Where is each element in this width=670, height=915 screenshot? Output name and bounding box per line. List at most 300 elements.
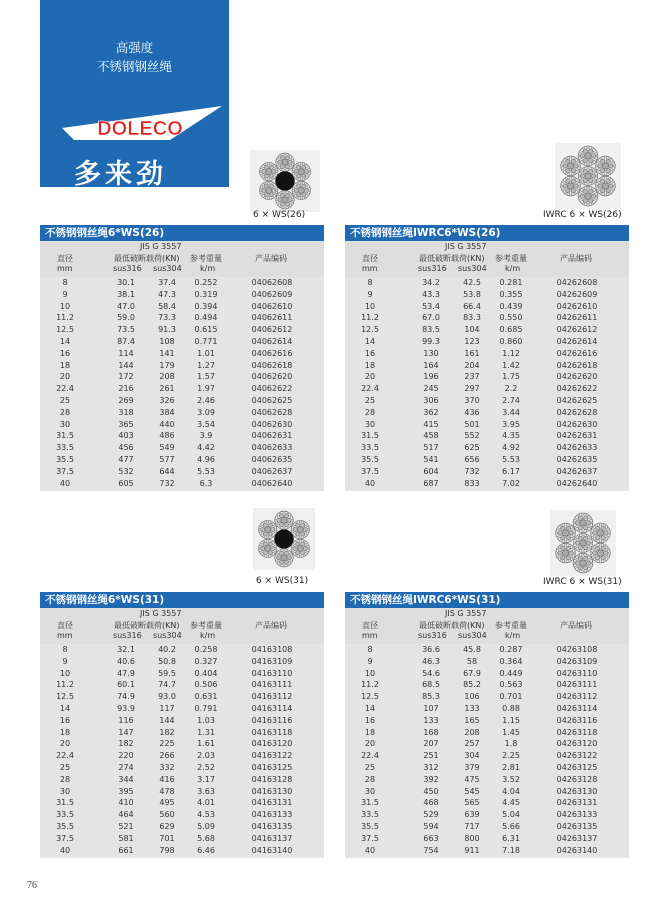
table-title: 不锈钢钢丝绳6*WS(31) (40, 592, 324, 608)
table-row (40, 301, 324, 313)
cell-weight: 0.563 (499, 680, 523, 690)
table-row (345, 289, 629, 301)
table-row (40, 738, 324, 750)
cell-code: 04163114 (251, 703, 293, 713)
cell-diameter: 14 (364, 336, 376, 346)
table-row (345, 809, 629, 821)
cell-code: 04262614 (556, 336, 598, 346)
cell-sus304: 50.8 (158, 656, 176, 666)
cell-diameter: 35.5 (361, 821, 379, 831)
cell-diameter: 25 (364, 762, 376, 772)
cell-diameter: 12.5 (56, 692, 74, 702)
cell-sus316: 458 (423, 431, 439, 441)
table-row (345, 442, 629, 454)
cell-diameter: 9 (62, 289, 68, 299)
cell-weight: 0.701 (499, 692, 523, 702)
cell-sus316: 529 (423, 810, 439, 820)
cell-code: 04163125 (251, 762, 293, 772)
cell-sus316: 754 (423, 845, 439, 855)
cell-sus316: 216 (118, 384, 134, 394)
standard-label: JIS G 3557 (140, 242, 182, 251)
cell-diameter: 10 (364, 668, 376, 678)
cell-sus304: 165 (464, 715, 480, 725)
cell-code: 04062630 (251, 419, 293, 429)
col-code: 产品编码 (255, 254, 287, 263)
table-row (345, 466, 629, 478)
table-row (40, 371, 324, 383)
cell-sus316: 73.5 (117, 325, 135, 335)
cell-sus316: 306 (423, 395, 439, 405)
cell-sus316: 59.0 (117, 313, 135, 323)
table-row (40, 656, 324, 668)
cell-code: 04263133 (556, 810, 598, 820)
standard-label: JIS G 3557 (445, 609, 487, 618)
table-row (345, 679, 629, 691)
cell-sus304: 475 (464, 774, 480, 784)
cell-sus304: 204 (464, 360, 480, 370)
cell-sus304: 501 (464, 419, 480, 429)
cell-sus316: 107 (423, 703, 439, 713)
cell-weight: 0.439 (499, 301, 523, 311)
cell-sus316: 54.6 (422, 668, 440, 678)
cell-sus304: 800 (464, 833, 480, 843)
cell-sus304: 440 (159, 419, 175, 429)
cell-sus316: 36.6 (422, 645, 440, 654)
cell-weight: 0.287 (499, 645, 523, 654)
cell-sus304: 85.2 (463, 680, 481, 690)
cell-code: 04062609 (251, 289, 293, 299)
cell-diameter: 30 (364, 786, 376, 796)
cell-sus316: 403 (118, 431, 134, 441)
cell-code: 04263108 (556, 645, 598, 654)
cell-weight: 0.771 (194, 336, 218, 346)
cell-sus316: 168 (423, 727, 439, 737)
cell-diameter: 22.4 (56, 384, 74, 394)
col-weight-unit: k/m (505, 631, 521, 640)
brand-title (40, 38, 229, 76)
cell-weight: 1.12 (502, 348, 520, 358)
cell-diameter: 37.5 (56, 833, 74, 843)
cell-code: 04163109 (251, 656, 293, 666)
cell-weight: 3.09 (197, 407, 215, 417)
cell-sus304: 701 (159, 833, 175, 843)
cell-diameter: 35.5 (56, 821, 74, 831)
cell-sus304: 639 (464, 810, 480, 820)
table-row (345, 668, 629, 680)
cell-diameter: 14 (364, 703, 376, 713)
cell-diameter: 11.2 (56, 680, 74, 690)
cell-sus316: 365 (118, 419, 134, 429)
cell-diameter: 33.5 (361, 443, 379, 453)
table-row (345, 478, 629, 490)
table-row (40, 277, 324, 289)
cell-sus316: 532 (118, 466, 134, 476)
cell-sus304: 370 (464, 395, 480, 405)
cell-weight: 1.75 (502, 372, 520, 382)
col-breaking-load: 最低破断载荷(KN) (419, 254, 485, 263)
cell-diameter: 20 (59, 372, 71, 382)
table-row (40, 786, 324, 798)
cell-diameter: 16 (364, 715, 376, 725)
brand-name-cn: 多来劲 (74, 159, 167, 190)
cell-code: 04163108 (251, 645, 293, 654)
cell-sus304: 141 (159, 348, 175, 358)
col-sus304: sus304 (153, 631, 182, 640)
cell-weight: 2.81 (502, 762, 520, 772)
cell-diameter: 25 (59, 762, 71, 772)
cell-code: 04262633 (556, 443, 598, 453)
table-body (345, 644, 629, 858)
table-row (40, 668, 324, 680)
cell-sus316: 517 (423, 443, 439, 453)
cell-sus304: 66.4 (463, 301, 481, 311)
cell-weight: 1.97 (197, 384, 215, 394)
col-weight: 参考重量 (190, 621, 222, 630)
table-row (345, 738, 629, 750)
cell-diameter: 40 (59, 845, 71, 855)
cell-weight: 1.01 (197, 348, 215, 358)
table-row (345, 383, 629, 395)
table-row (40, 809, 324, 821)
cell-sus304: 59.5 (158, 668, 176, 678)
page-number: 76 (27, 880, 37, 891)
cell-sus316: 43.3 (422, 289, 440, 299)
col-code: 产品编码 (560, 254, 592, 263)
cell-code: 04163110 (251, 668, 293, 678)
cell-diameter: 33.5 (361, 810, 379, 820)
table-row (345, 691, 629, 703)
cell-sus316: 604 (423, 466, 439, 476)
cell-sus304: 326 (159, 395, 175, 405)
cell-sus316: 392 (423, 774, 439, 784)
cell-code: 04262608 (556, 278, 598, 287)
logo-text: DOLECO (97, 118, 183, 140)
cell-sus316: 68.5 (422, 680, 440, 690)
table-row (40, 454, 324, 466)
rope-cross-section-6ws26-image (250, 150, 320, 212)
cell-sus304: 549 (159, 443, 175, 453)
cell-code: 04263137 (556, 833, 598, 843)
standard-label: JIS G 3557 (445, 242, 487, 251)
cell-code: 04263125 (556, 762, 598, 772)
cell-weight: 2.2 (504, 384, 518, 394)
cell-sus304: 257 (464, 739, 480, 749)
cell-code: 04163118 (251, 727, 293, 737)
cell-sus316: 541 (423, 454, 439, 464)
cell-sus304: 261 (159, 384, 175, 394)
cell-weight: 4.01 (197, 798, 215, 808)
cell-sus316: 83.5 (422, 325, 440, 335)
table-row (40, 821, 324, 833)
cell-sus316: 116 (118, 715, 134, 725)
cell-sus316: 67.0 (422, 313, 440, 323)
cell-sus316: 521 (118, 821, 134, 831)
col-sus316: sus316 (418, 264, 447, 273)
cell-sus316: 99.3 (422, 336, 440, 346)
cell-weight: 6.3 (199, 478, 213, 488)
cell-weight: 3.54 (197, 419, 215, 429)
table-row (40, 430, 324, 442)
table-row (40, 715, 324, 727)
cell-sus304: 545 (464, 786, 480, 796)
cell-weight: 1.57 (197, 372, 215, 382)
table-row (40, 833, 324, 845)
cell-weight: 0.364 (499, 656, 523, 666)
cell-code: 04262611 (556, 313, 598, 323)
cell-sus304: 104 (464, 325, 480, 335)
cell-sus316: 40.6 (117, 656, 135, 666)
col-code: 产品编码 (560, 621, 592, 630)
cell-code: 04263112 (556, 692, 598, 702)
cell-diameter: 12.5 (56, 325, 74, 335)
cell-sus316: 207 (423, 739, 439, 749)
cell-code: 04062614 (251, 336, 293, 346)
cell-diameter: 10 (59, 668, 71, 678)
cell-code: 04262620 (556, 372, 598, 382)
cell-weight: 7.02 (502, 478, 520, 488)
table-row (345, 644, 629, 656)
cell-weight: 6.31 (502, 833, 520, 843)
cell-diameter: 31.5 (361, 431, 379, 441)
cell-weight: 4.04 (502, 786, 520, 796)
cell-sus316: 312 (423, 762, 439, 772)
cell-code: 04263140 (556, 845, 598, 855)
cell-sus304: 225 (159, 739, 175, 749)
cell-diameter: 16 (59, 348, 71, 358)
cell-code: 04263111 (556, 680, 598, 690)
table-row (345, 454, 629, 466)
cell-weight: 0.252 (194, 278, 218, 287)
cell-sus304: 732 (159, 478, 175, 488)
cell-weight: 1.45 (502, 727, 520, 737)
cell-weight: 4.45 (502, 798, 520, 808)
table-row (40, 419, 324, 431)
cell-sus316: 60.1 (117, 680, 135, 690)
cell-weight: 0.791 (194, 703, 218, 713)
table-row (345, 360, 629, 372)
cell-code: 04263135 (556, 821, 598, 831)
cell-code: 04263128 (556, 774, 598, 784)
cell-diameter: 28 (59, 774, 71, 784)
cell-sus304: 144 (159, 715, 175, 725)
cell-code: 04163112 (251, 692, 293, 702)
cell-weight: 4.53 (197, 810, 215, 820)
cell-diameter: 30 (364, 419, 376, 429)
table-row (345, 656, 629, 668)
table-body (345, 277, 629, 491)
cell-sus316: 87.4 (117, 336, 135, 346)
cell-code: 04262612 (556, 325, 598, 335)
table-row (345, 301, 629, 313)
cell-sus304: 237 (464, 372, 480, 382)
cell-diameter: 22.4 (361, 751, 379, 761)
spec-table-6ws31 (40, 592, 324, 858)
cell-sus304: 304 (464, 751, 480, 761)
cell-sus304: 208 (464, 727, 480, 737)
cell-sus316: 344 (118, 774, 134, 784)
brand-block (40, 0, 229, 190)
cell-weight: 3.9 (199, 431, 213, 441)
cell-sus316: 53.4 (422, 301, 440, 311)
table-row (40, 383, 324, 395)
cell-weight: 2.03 (197, 751, 215, 761)
rope-caption-iwrc6ws26: IWRC 6 × WS(26) (543, 210, 622, 220)
table-row (345, 419, 629, 431)
cell-weight: 3.63 (197, 786, 215, 796)
cell-sus304: 123 (464, 336, 480, 346)
column-header (345, 241, 629, 277)
cell-sus316: 46.3 (422, 656, 440, 666)
cell-weight: 0.404 (194, 668, 218, 678)
table-row (40, 289, 324, 301)
table-row (345, 703, 629, 715)
cell-code: 04262635 (556, 454, 598, 464)
col-weight: 参考重量 (495, 254, 527, 263)
table-row (40, 644, 324, 656)
rope-cross-section-iwrc6ws26-image (555, 143, 621, 209)
cell-code: 04163130 (251, 786, 293, 796)
cell-weight: 1.42 (502, 360, 520, 370)
cell-sus304: 911 (464, 845, 480, 855)
cell-diameter: 9 (367, 289, 373, 299)
cell-diameter: 18 (364, 727, 376, 737)
cell-weight: 1.61 (197, 739, 215, 749)
table-row (40, 360, 324, 372)
cell-code: 04262640 (556, 478, 598, 488)
cell-weight: 0.327 (194, 656, 218, 666)
cell-sus316: 269 (118, 395, 134, 405)
cell-sus304: 436 (464, 407, 480, 417)
cell-diameter: 8 (367, 645, 373, 654)
cell-sus316: 196 (423, 372, 439, 382)
table-row (345, 371, 629, 383)
table-row (40, 324, 324, 336)
cell-weight: 6.46 (197, 845, 215, 855)
cell-sus304: 58 (466, 656, 478, 666)
cell-code: 04163137 (251, 833, 293, 843)
cell-code: 04263116 (556, 715, 598, 725)
col-sus304: sus304 (153, 264, 182, 273)
cell-code: 04263122 (556, 751, 598, 761)
cell-sus304: 37.4 (158, 278, 176, 287)
cell-weight: 0.449 (499, 668, 523, 678)
cell-sus304: 208 (159, 372, 175, 382)
cell-weight: 6.17 (502, 466, 520, 476)
cell-weight: 0.615 (194, 325, 218, 335)
cell-sus316: 85.3 (422, 692, 440, 702)
cell-code: 04263109 (556, 656, 598, 666)
cell-code: 04062640 (251, 478, 293, 488)
col-weight-unit: k/m (200, 631, 216, 640)
cell-diameter: 25 (364, 395, 376, 405)
cell-sus316: 220 (118, 751, 134, 761)
cell-weight: 1.27 (197, 360, 215, 370)
cell-sus304: 560 (159, 810, 175, 820)
cell-code: 04062611 (251, 313, 293, 323)
table-row (40, 442, 324, 454)
cell-code: 04163131 (251, 798, 293, 808)
cell-weight: 0.494 (194, 313, 218, 323)
table-row (40, 797, 324, 809)
cell-diameter: 37.5 (361, 833, 379, 843)
cell-diameter: 35.5 (361, 454, 379, 464)
cell-sus304: 384 (159, 407, 175, 417)
cell-sus304: 117 (159, 703, 175, 713)
cell-sus316: 114 (118, 348, 134, 358)
cell-weight: 2.74 (502, 395, 520, 405)
cell-sus316: 663 (423, 833, 439, 843)
cell-sus304: 732 (464, 466, 480, 476)
cell-diameter: 8 (62, 645, 68, 654)
cell-diameter: 33.5 (56, 443, 74, 453)
cell-sus316: 410 (118, 798, 134, 808)
cell-code: 04062637 (251, 466, 293, 476)
table-row (40, 762, 324, 774)
cell-code: 04163133 (251, 810, 293, 820)
col-weight-unit: k/m (505, 264, 521, 273)
cell-weight: 0.319 (194, 289, 218, 299)
cell-sus304: 182 (159, 727, 175, 737)
cell-sus316: 144 (118, 360, 134, 370)
cell-weight: 1.31 (197, 727, 215, 737)
cell-sus316: 687 (423, 478, 439, 488)
cell-weight: 0.631 (194, 692, 218, 702)
table-row (40, 407, 324, 419)
cell-sus316: 464 (118, 810, 134, 820)
cell-weight: 3.52 (502, 774, 520, 784)
cell-sus316: 468 (423, 798, 439, 808)
table-row (345, 430, 629, 442)
col-breaking-load: 最低破断载荷(KN) (114, 621, 180, 630)
cell-sus304: 297 (464, 384, 480, 394)
cell-weight: 4.96 (197, 454, 215, 464)
cell-sus304: 58.4 (158, 301, 176, 311)
cell-weight: 5.66 (502, 821, 520, 831)
cell-sus304: 47.3 (158, 289, 176, 299)
cell-code: 04163116 (251, 715, 293, 725)
cell-sus304: 40.2 (158, 645, 176, 654)
cell-diameter: 33.5 (56, 810, 74, 820)
col-weight: 参考重量 (190, 254, 222, 263)
cell-code: 04262631 (556, 431, 598, 441)
table-row (345, 786, 629, 798)
cell-weight: 1.8 (504, 739, 518, 749)
column-header (345, 608, 629, 644)
cell-diameter: 22.4 (56, 751, 74, 761)
cell-weight: 0.394 (194, 301, 218, 311)
col-sus316: sus316 (113, 264, 142, 273)
cell-diameter: 31.5 (56, 798, 74, 808)
cell-diameter: 37.5 (361, 466, 379, 476)
standard-label: JIS G 3557 (140, 609, 182, 618)
cell-weight: 3.95 (502, 419, 520, 429)
table-title: 不锈钢钢丝绳IWRC6*WS(26) (345, 225, 629, 241)
cell-code: 04263130 (556, 786, 598, 796)
table-body (40, 277, 324, 491)
cell-diameter: 25 (59, 395, 71, 405)
cell-diameter: 9 (62, 656, 68, 666)
cell-code: 04062622 (251, 384, 293, 394)
table-row (40, 466, 324, 478)
col-weight-unit: k/m (200, 264, 216, 273)
cell-sus316: 318 (118, 407, 134, 417)
rope-cross-section-iwrc6ws31-image (550, 510, 616, 576)
cell-code: 04262609 (556, 289, 598, 299)
cell-weight: 3.44 (502, 407, 520, 417)
cell-diameter: 31.5 (56, 431, 74, 441)
cell-code: 04263120 (556, 739, 598, 749)
cell-sus304: 266 (159, 751, 175, 761)
